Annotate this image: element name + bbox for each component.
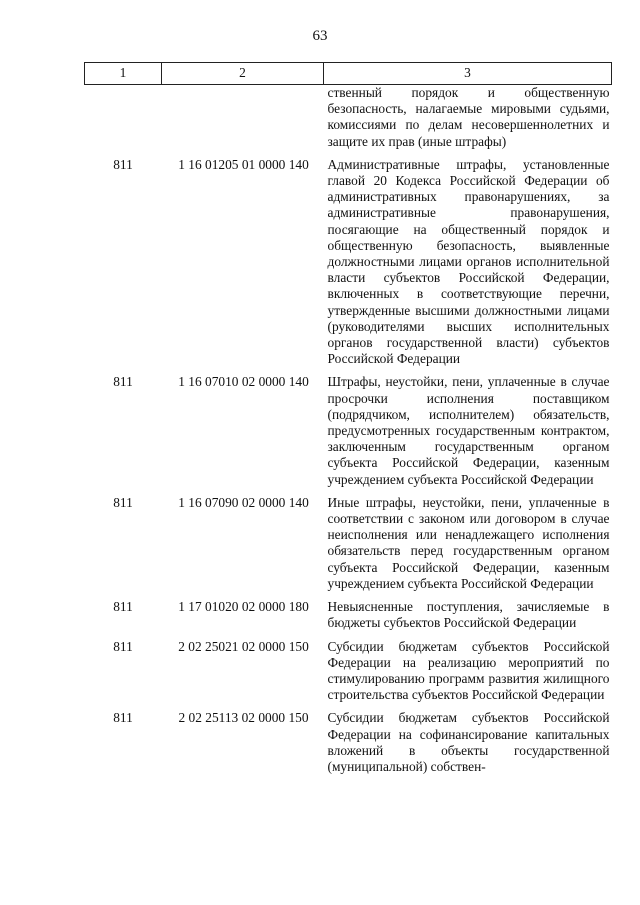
kbk-code-cell: 1 16 07010 02 0000 140 (178, 374, 309, 390)
kbk-code-cell: 2 02 25113 02 0000 150 (178, 710, 309, 726)
table-row (85, 592, 612, 631)
description-cell: Иные штрафы, неустойки, пени, уплаченные в соответствии с законом или договором в случае неисполнения или ненадлежащего исполнения обязательств перед государственным органом субъекта Российской Федерации, казенным учреждением субъекта Российской Федерации (327, 494, 610, 591)
admin-code-cell: 811 (113, 599, 133, 615)
description-cell: Административные штрафы, установленные главой 20 Кодекса Российской Федерации об административных правонарушениях, за административные правонарушения, посягающие на общественный порядок и общественную безопасность, выявленные должностными лицами органов исполнительной власти субъектов Российской Федерации, включенных в соответствующие перечни, утвержденные высшими должностными лицами (руководителями высших исполнительных органов государственной власти) субъектов Российской Федерации (327, 156, 610, 367)
table-row (85, 150, 612, 368)
table-row (85, 85, 612, 150)
admin-code-cell: 811 (113, 374, 133, 390)
page-number: 63 (312, 28, 328, 44)
budget-classification-table (84, 62, 612, 775)
admin-code-cell: 811 (113, 494, 133, 510)
header-col-2: 2 (162, 63, 324, 85)
table-row (85, 488, 612, 592)
admin-code-cell: 811 (113, 638, 133, 654)
admin-code-cell: 811 (113, 710, 133, 726)
table-row (85, 703, 612, 775)
header-col-1: 1 (85, 63, 162, 85)
table-row (85, 367, 612, 487)
table-header-row (85, 63, 612, 85)
kbk-code-cell: 2 02 25021 02 0000 150 (178, 638, 309, 654)
description-cell: Субсидии бюджетам субъектов Российской Федерации на реализацию мероприятий по стимулированию программ развития жилищного строительства субъектов Российской Федерации (327, 638, 610, 703)
description-cell: Субсидии бюджетам субъектов Российской Федерации на софинансирование капитальных вложений в объекты государственной (муниципальной) собствен- (327, 710, 610, 774)
description-cell: Невыясненные поступления, зачисляемые в бюджеты субъектов Российской Федерации (327, 599, 610, 631)
kbk-code-cell: 1 16 07090 02 0000 140 (178, 494, 309, 510)
kbk-code-cell: 1 16 01205 01 0000 140 (178, 156, 309, 172)
admin-code-cell: 811 (113, 156, 133, 172)
header-col-3: 3 (324, 63, 612, 85)
continuation-text: ственный порядок и общественную безопасность, налагаемые мировыми судьями, комиссиями по делам несовершеннолетних и защите их прав (иные штрафы) (327, 85, 610, 149)
description-cell: Штрафы, неустойки, пени, уплаченные в случае просрочки исполнения поставщиком (подрядчиком, исполнителем) обязательств, предусмотренных государственным контрактом, заключенным государственным органом субъекта Российской Федерации, казенным учреждением субъекта Российской Федерации (327, 374, 610, 487)
kbk-code-cell: 1 17 01020 02 0000 180 (178, 599, 309, 615)
table-row (85, 632, 612, 704)
